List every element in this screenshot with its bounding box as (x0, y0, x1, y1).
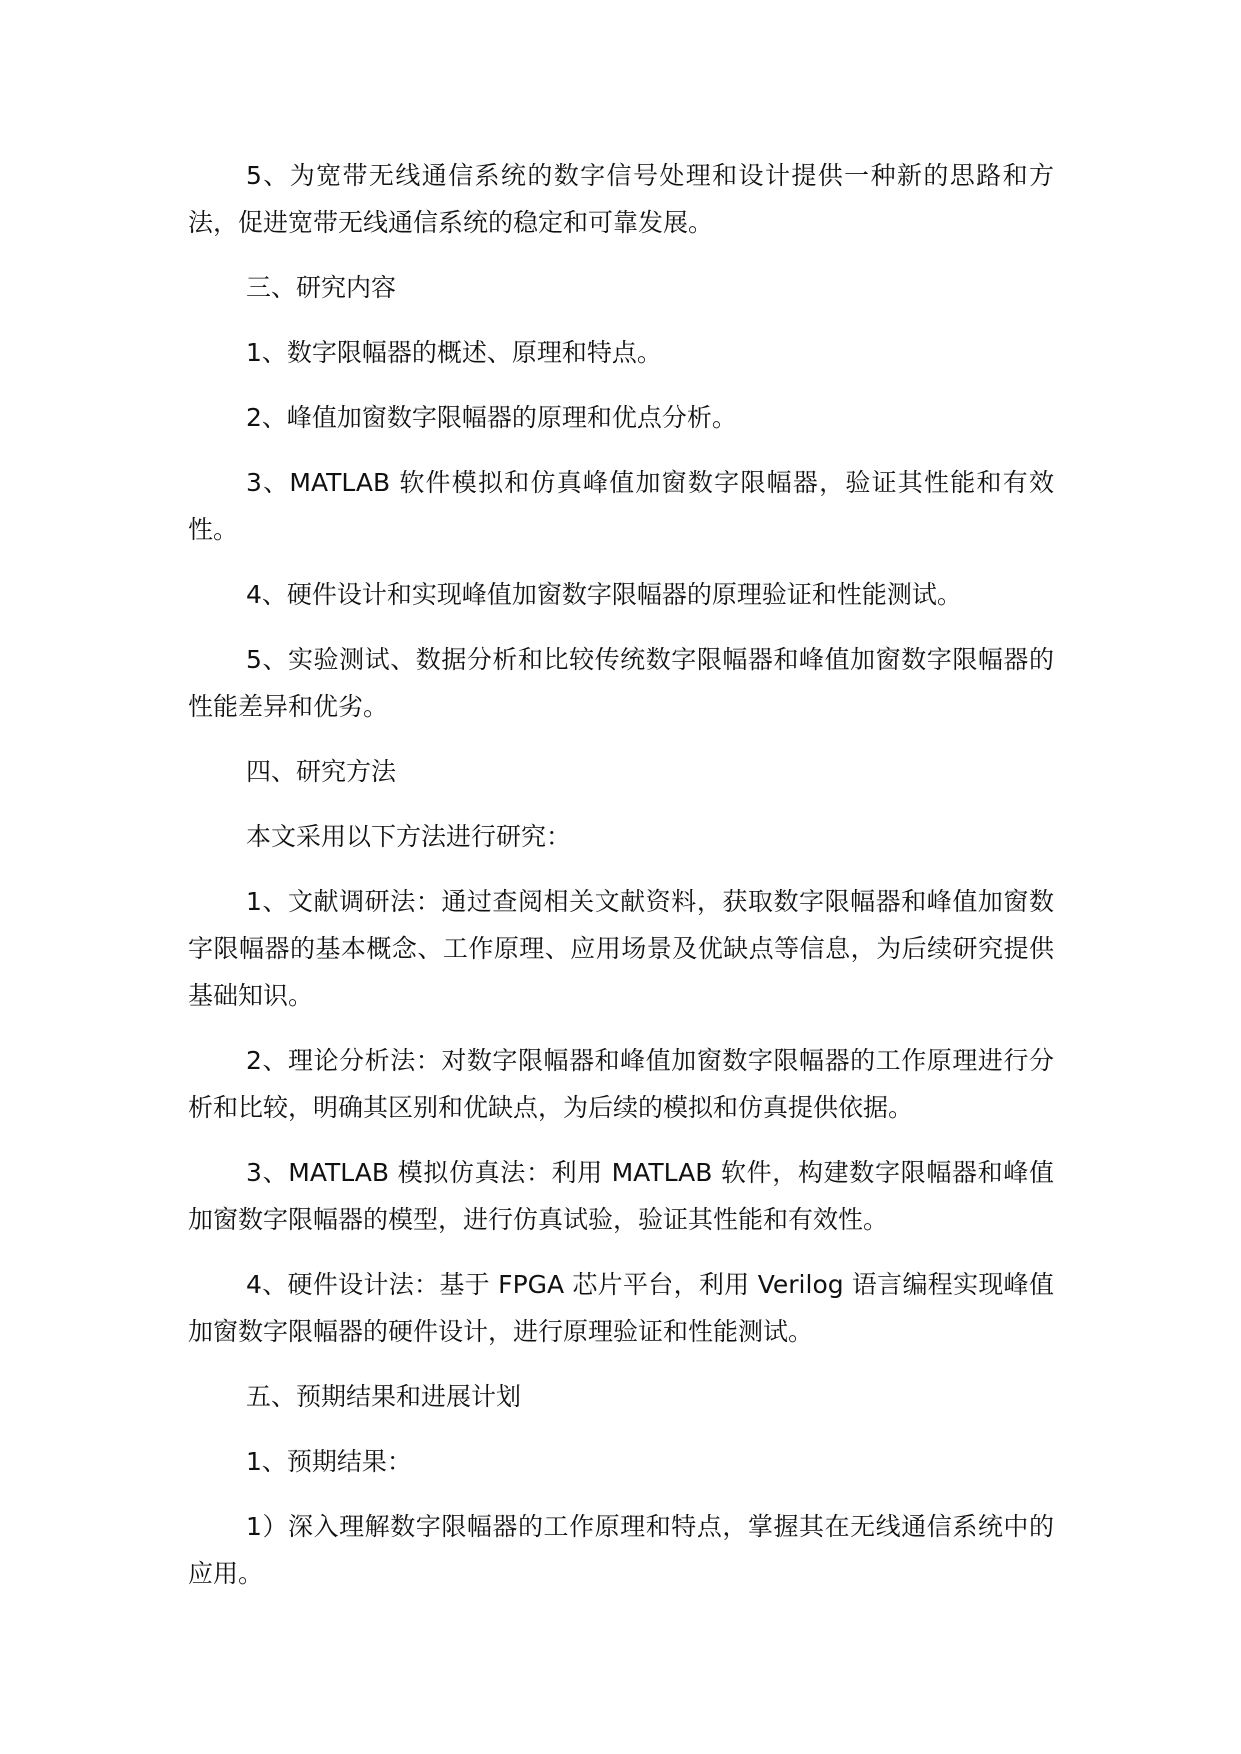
paragraph-content-2: 2、峰值加窗数字限幅器的原理和优点分析。 (246, 403, 737, 432)
paragraph-expected-result-1: 1）深入理解数字限幅器的工作原理和特点，掌握其在无线通信系统中的应用。 (188, 1512, 1054, 1588)
paragraph-methods-intro: 本文采用以下方法进行研究： (246, 822, 572, 851)
paragraph-content-4: 4、硬件设计和实现峰值加窗数字限幅器的原理验证和性能测试。 (246, 580, 962, 609)
section-heading-research-methods: 四、研究方法 (246, 757, 397, 786)
paragraph-method-4: 4、硬件设计法：基于 FPGA 芯片平台，利用 Verilog 语言编程实现峰值加窗数字限幅器的硬件设计，进行原理验证和性能测试。 (188, 1270, 1054, 1346)
paragraph-content-1: 1、数字限幅器的概述、原理和特点。 (246, 338, 662, 367)
paragraph-item5-contribution: 5、为宽带无线通信系统的数字信号处理和设计提供一种新的思路和方法，促进宽带无线通信系统的稳定和可靠发展。 (188, 161, 1054, 237)
paragraph-expected-results-heading: 1、预期结果： (246, 1447, 412, 1476)
section-heading-expected-results: 五、预期结果和进展计划 (246, 1382, 522, 1411)
paragraph-content-5: 5、实验测试、数据分析和比较传统数字限幅器和峰值加窗数字限幅器的性能差异和优劣。 (188, 645, 1054, 721)
paragraph-method-2: 2、理论分析法：对数字限幅器和峰值加窗数字限幅器的工作原理进行分析和比较，明确其区别和优缺点，为后续的模拟和仿真提供依据。 (188, 1046, 1054, 1122)
paragraph-content-3: 3、MATLAB 软件模拟和仿真峰值加窗数字限幅器，验证其性能和有效性。 (188, 468, 1054, 544)
paragraph-method-1: 1、文献调研法：通过查阅相关文献资料，获取数字限幅器和峰值加窗数字限幅器的基本概念、工作原理、应用场景及优缺点等信息，为后续研究提供基础知识。 (188, 887, 1054, 1010)
document-body (188, 152, 1054, 1615)
paragraph-method-3: 3、MATLAB 模拟仿真法：利用 MATLAB 软件，构建数字限幅器和峰值加窗数字限幅器的模型，进行仿真试验，验证其性能和有效性。 (188, 1158, 1054, 1234)
section-heading-research-content: 三、研究内容 (246, 273, 397, 302)
